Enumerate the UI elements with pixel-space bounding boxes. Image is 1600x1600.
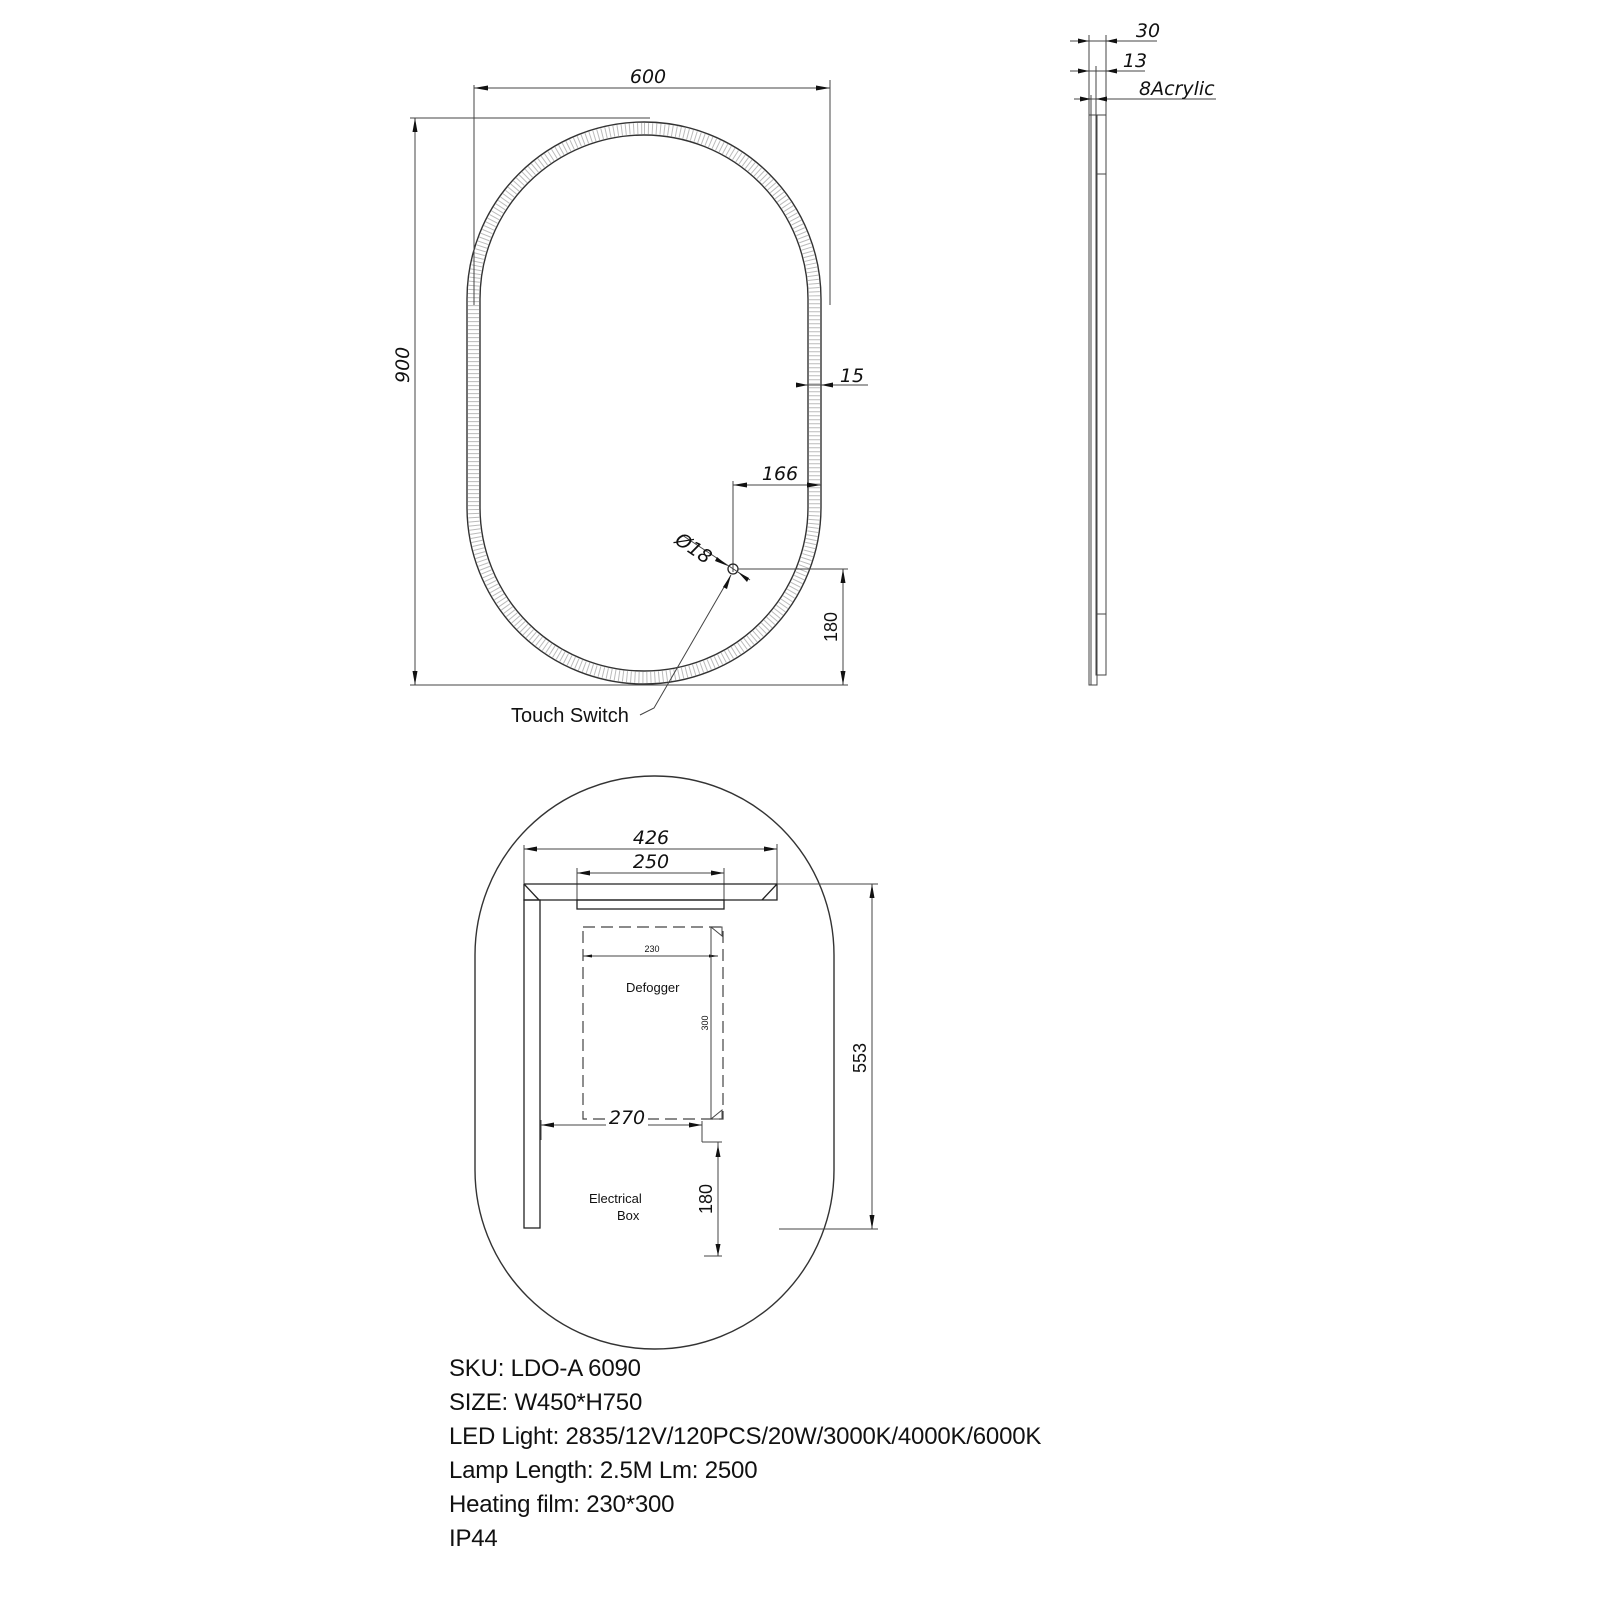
touch-switch-label: Touch Switch (511, 705, 629, 727)
dim-bracket-width: 426 (632, 827, 670, 849)
front-view (392, 66, 868, 727)
dim-elec-box-height: 180 (696, 1183, 716, 1215)
defogger-label: Defogger (626, 980, 680, 995)
spec-lamp-length: Lamp Length: 2.5M Lm: 2500 (449, 1457, 758, 1484)
spec-led-light: LED Light: 2835/12V/120PCS/20W/3000K/4000K/6000K (449, 1423, 1042, 1450)
mirror-outline-outer (467, 122, 821, 684)
dim-defogger-height: 300 (700, 1015, 710, 1031)
spec-list (449, 1352, 1041, 1556)
led-band (474, 129, 815, 678)
dim-frame-width: 15 (839, 365, 865, 387)
spec-size: SIZE: W450*H750 (449, 1389, 643, 1416)
elec-box-label-1: Electrical (589, 1191, 642, 1206)
spec-sku: SKU: LDO-A 6090 (449, 1355, 641, 1382)
dim-switch-offset-x: 166 (761, 463, 799, 485)
dim-bracket-height: 553 (850, 1042, 870, 1074)
back-view (475, 776, 878, 1349)
top-bracket (524, 884, 777, 900)
dim-height: 900 (391, 346, 414, 383)
dim-acrylic: 8Acrylic (1139, 78, 1215, 100)
dim-frame-depth: 13 (1122, 50, 1148, 72)
dim-width: 600 (629, 66, 667, 88)
elec-box-label-2: Box (617, 1208, 640, 1223)
dim-defogger-width: 230 (644, 944, 660, 954)
side-view (1070, 20, 1216, 685)
touch-switch-leader (640, 575, 731, 715)
dim-elec-box-offset: 270 (608, 1107, 646, 1129)
top-bar (577, 900, 724, 909)
left-bracket (524, 900, 540, 1228)
dim-switch-offset-y: 180 (821, 611, 841, 643)
dim-top-bar: 250 (632, 851, 670, 873)
spec-heating-film: Heating film: 230*300 (449, 1491, 675, 1518)
dim-switch-diameter: Ø18 (670, 528, 716, 569)
spec-ip-rating: IP44 (449, 1525, 498, 1552)
dim-total-depth: 30 (1135, 20, 1161, 42)
mirror-outline-inner (480, 135, 808, 671)
